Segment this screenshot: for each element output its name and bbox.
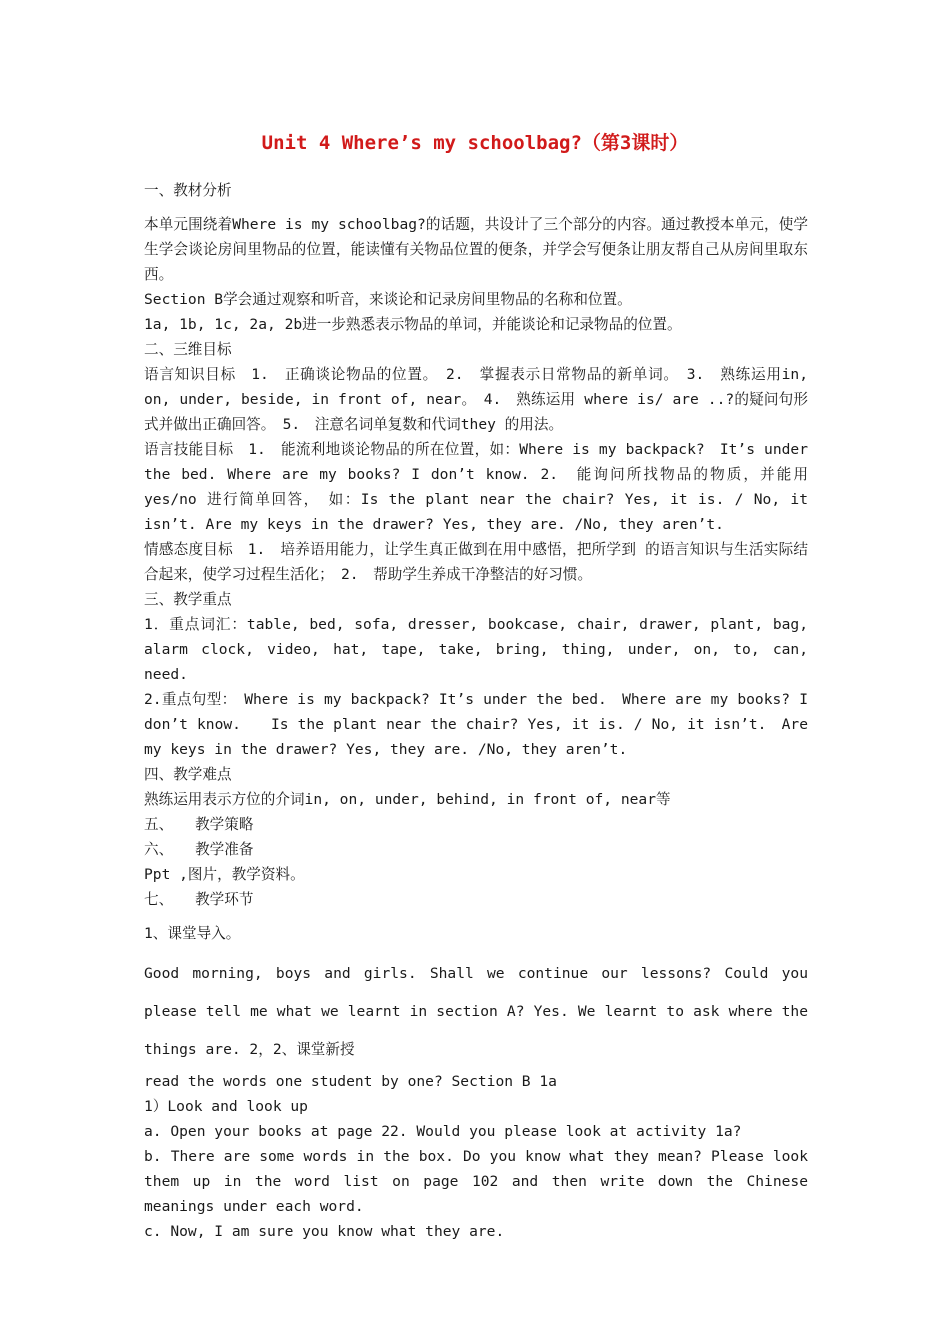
heading-lead-in: 1、课堂导入。 <box>144 925 241 942</box>
paragraph-step-c: c. Now, I am sure you know what they are. <box>144 1223 505 1240</box>
document-title: Unit 4 Where’s my schoolbag?（第3课时） <box>261 132 689 154</box>
paragraph-key-sentences: 2.重点句型： Where is my backpack? It’s under the bed. Where are my books? I don’t know. Is the plant near the chair? Yes, it is. / No, it isn’t. Are my keys in the drawer? Yes, they are. /No, they aren’t. <box>144 691 808 758</box>
heading-objectives: 二、三维目标 <box>144 341 232 358</box>
document-body <box>144 178 808 1244</box>
paragraph-key-vocabulary: 1．重点词汇：table, bed, sofa, dresser, bookcase, chair, drawer, plant, bag, alarm clock, video, hat, tape, take, bring, thing, under, on, to, can, need. <box>144 616 808 683</box>
paragraph-section-b: Section B学会通过观察和听音，来谈论和记录房间里物品的名称和位置。 <box>144 291 632 308</box>
paragraph-skill-goals: 语言技能目标 1. 能流利地谈论物品的所在位置，如：Where is my backpack? It’s under the bed. Where are my books? I don’t know. 2. 能询问所找物品的物质，并能用yes/no 进行简单回答， 如：Is the plant near the chair? Yes, it is. / No, it isn’t. Are my keys in the drawer? Yes, they are. /No, they aren’t. <box>144 441 808 533</box>
heading-preparation: 六、 教学准备 <box>144 841 254 858</box>
paragraph-greeting: Good morning, boys and girls. Shall we continue our lessons? Could you please tell me what we learnt in section A? Yes. We learnt to ask where the things are. 2，2、课堂新授 <box>144 965 808 1058</box>
paragraph-step-a: a. Open your books at page 22. Would you please look at activity 1a? <box>144 1123 742 1140</box>
paragraph-unit-overview: 本单元围绕着Where is my schoolbag?的话题，共设计了三个部分的内容。通过教授本单元，使学生学会谈论房间里物品的位置，能读懂有关物品位置的便条，并学会写便条让朋友帮自己从房间里取东西。 <box>144 216 808 283</box>
paragraph-read-words: read the words one student by one? Section B 1a <box>144 1073 557 1090</box>
paragraph-prepositions: 熟练运用表示方位的介词in, on, under, behind, in front of, near等 <box>144 791 671 808</box>
heading-key-points: 三、教学重点 <box>144 591 232 608</box>
paragraph-attitude-goals: 情感态度目标 1. 培养语用能力，让学生真正做到在用中感悟，把所学到 的语言知识与生活实际结合起来，使学习过程生活化； 2. 帮助学生养成干净整洁的好习惯。 <box>144 541 808 583</box>
paragraph-look-up: 1）Look and look up <box>144 1098 308 1115</box>
heading-textbook-analysis: 一、教材分析 <box>144 182 232 199</box>
paragraph-materials: Ppt ,图片，教学资料。 <box>144 866 305 883</box>
heading-strategy: 五、 教学策略 <box>144 816 254 833</box>
heading-difficulties: 四、教学难点 <box>144 766 232 783</box>
paragraph-knowledge-goals: 语言知识目标 1. 正确谈论物品的位置。 2. 掌握表示日常物品的新单词。 3. 熟练运用in, on, under, beside, in front of, near。 4. 熟练运用 where is/ are ..?的疑问句形式并做出正确回答。 5. 注意名词单复数和代词they 的用法。 <box>144 366 808 433</box>
paragraph-activities: 1a, 1b, 1c, 2a, 2b进一步熟悉表示物品的单词，并能谈论和记录物品的位置。 <box>144 316 682 333</box>
heading-procedure: 七、 教学环节 <box>144 891 254 908</box>
paragraph-step-b: b. There are some words in the box. Do you know what they mean? Please look them up in the word list on page 102 and then write down the Chinese meanings under each word. <box>144 1148 808 1215</box>
